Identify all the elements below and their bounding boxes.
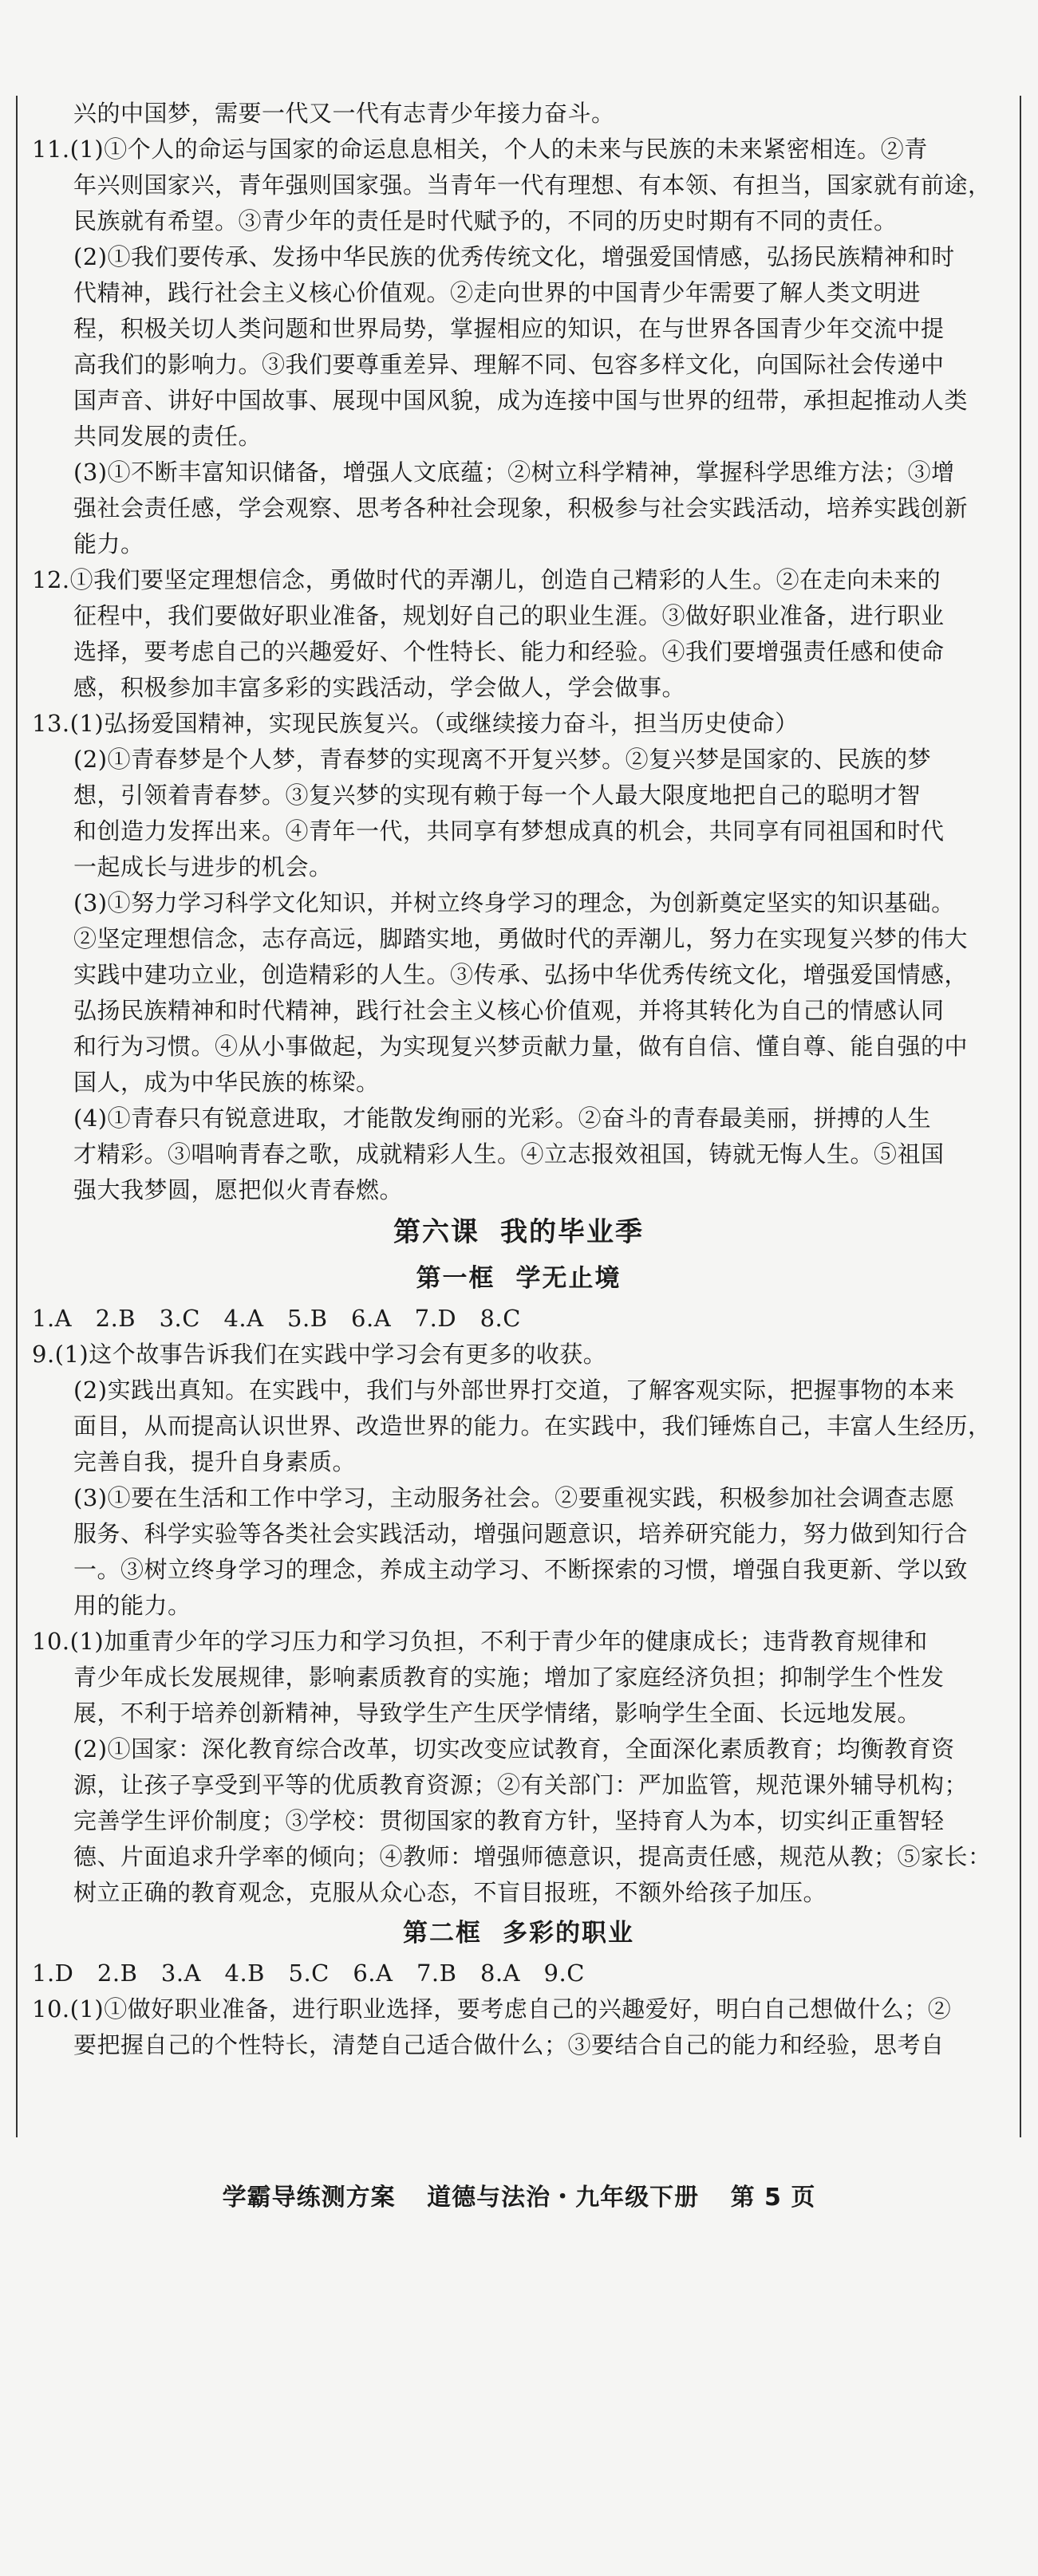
answer-11: [32, 132, 1005, 562]
text-line: (3)①努力学习科学文化知识，并树立终身学习的理念，为创新奠定坚实的知识基础。: [73, 889, 955, 916]
text-line: 选择，要考虑自己的兴趣爱好、个性特长、能力和经验。④我们要增强责任感和使命: [73, 638, 945, 665]
lesson-number: 第六课: [393, 1216, 480, 1248]
answer-12: [32, 562, 1005, 706]
text-line: 服务、科学实验等各类社会实践活动，增强问题意识，培养研究能力，努力做到知行合: [73, 1520, 969, 1547]
text-line: 实践中建功立业，创造精彩的人生。③传承、弘扬中华优秀传统文化，增强爱国情感，: [73, 961, 969, 988]
footer-subject: 道德与法治・九年级下册: [427, 2184, 700, 2212]
page-footer: [0, 2177, 1038, 2212]
section-title: 学无止境: [515, 1264, 622, 1293]
text-line: 强大我梦圆，愿把似火青春燃。: [73, 1176, 404, 1203]
content-body: [32, 96, 1005, 2063]
text-line: (2)①我们要传承、发扬中华民族的优秀传统文化，增强爱国情感，弘扬民族精神和时: [73, 243, 955, 270]
page-content: [16, 96, 1021, 2137]
text-line: 面目，从而提高认识世界、改造世界的能力。在实践中，我们锤炼自己，丰富人生经历，: [73, 1412, 992, 1440]
text-line: 民族就有希望。③青少年的责任是时代赋予的，不同的历史时期有不同的责任。: [73, 207, 898, 234]
text-line: 代精神，践行社会主义核心价值观。②走向世界的中国青少年需要了解人类文明进: [73, 279, 922, 306]
section-number: 第一框: [416, 1264, 495, 1293]
text-line: 强社会责任感，学会观察、思考各种社会现象，积极参与社会实践活动，培养实践创新: [73, 494, 969, 522]
text-line: 9.(1)这个故事告诉我们在实践中学习会有更多的收获。: [32, 1341, 607, 1368]
text-line: 12.①我们要坚定理想信念，勇做时代的弄潮儿，创造自己精彩的人生。②在走向未来的: [32, 566, 941, 593]
text-line: 德、片面追求升学率的倾向；④教师：增强师德意识，提高责任感，规范从教；⑤家长：: [73, 1843, 992, 1870]
lesson-heading: [32, 1208, 1005, 1256]
text-line: 完善学生评价制度；③学校：贯彻国家的教育方针，坚持育人为本，切实纠正重智轻: [73, 1807, 945, 1834]
answer-10-careers: [32, 1991, 1005, 2063]
text-line: ②坚定理想信念，志存高远，脚踏实地，勇做时代的弄潮儿，努力在实现复兴梦的伟大: [73, 925, 969, 952]
text-line: (2)①青春梦是个人梦，青春梦的实现离不开复兴梦。②复兴梦是国家的、民族的梦: [73, 746, 932, 773]
text-line: (2)实践出真知。在实践中，我们与外部世界打交道，了解客观实际，把握事物的本来: [73, 1377, 955, 1404]
text-line: 要把握自己的个性特长，清楚自己适合做什么；③要结合自己的能力和经验，思考自: [73, 2031, 945, 2058]
text-line: (2)①国家：深化教育综合改革，切实改变应试教育，全面深化素质教育；均衡教育资: [73, 1735, 955, 1763]
text-line: 兴的中国梦，需要一代又一代有志青少年接力奋斗。: [73, 100, 615, 127]
text-line: 一。③树立终身学习的理念，养成主动学习、不断探索的习惯，增强自我更新、学以致: [73, 1556, 969, 1583]
footer-page-number: 第 5 页: [730, 2184, 816, 2212]
text-line: 共同发展的责任。: [73, 423, 262, 450]
text-line: 国人，成为中华民族的栋梁。: [73, 1069, 380, 1096]
answer-13: [32, 706, 1005, 1208]
lesson-title: 我的毕业季: [500, 1216, 644, 1248]
text-line: 11.(1)①个人的命运与国家的命运息息相关，个人的未来与民族的未来紧密相连。②青: [32, 136, 928, 163]
text-line: 高我们的影响力。③我们要尊重差异、理解不同、包容多样文化，向国际社会传递中: [73, 351, 945, 378]
choice-answers: 1.D 2.B 3.A 4.B 5.C 6.A 7.B 8.A 9.C: [32, 1960, 585, 1987]
text-line: 源，让孩子享受到平等的优质教育资源；②有关部门：严加监管，规范课外辅导机构；: [73, 1771, 969, 1798]
footer-series: 学霸导练测方案: [222, 2184, 396, 2212]
text-line: 国声音、讲好中国故事、展现中国风貌，成为连接中国与世界的纽带，承担起推动人类: [73, 387, 969, 414]
text-line: 和创造力发挥出来。④青年一代，共同享有梦想成真的机会，共同享有同祖国和时代: [73, 817, 945, 845]
text-line: 征程中，我们要做好职业准备，规划好自己的职业生涯。③做好职业准备，进行职业: [73, 602, 945, 629]
text-line: 青少年成长发展规律，影响素质教育的实施；增加了家庭经济负担；抑制学生个性发: [73, 1664, 945, 1691]
text-line: (4)①青春只有锐意进取，才能散发绚丽的光彩。②奋斗的青春最美丽，拼搏的人生: [73, 1105, 932, 1132]
text-line: 一起成长与进步的机会。: [73, 853, 333, 880]
text-line: 年兴则国家兴，青年强则国家强。当青年一代有理想、有本领、有担当，国家就有前途，: [73, 171, 992, 199]
text-line: 用的能力。: [73, 1592, 191, 1619]
text-line: 想，引领着青春梦。③复兴梦的实现有赖于每一个人最大限度地把自己的聪明才智: [73, 782, 922, 809]
section-heading-1: [32, 1256, 1005, 1301]
section-heading-2: [32, 1911, 1005, 1956]
text-line: 展，不利于培养创新精神，导致学生产生厌学情绪，影响学生全面、长远地发展。: [73, 1700, 922, 1727]
answer-9: [32, 1337, 1005, 1624]
text-line: 树立正确的教育观念，克服从众心态，不盲目报班，不额外给孩子加压。: [73, 1879, 827, 1906]
text-line: 完善自我，提升自身素质。: [73, 1448, 357, 1475]
text-line: 10.(1)加重青少年的学习压力和学习负担，不利于青少年的健康成长；违背教育规律和: [32, 1628, 928, 1655]
text-line: 10.(1)①做好职业准备，进行职业选择，要考虑自己的兴趣爱好，明白自己想做什么；②: [32, 1995, 952, 2023]
text-line: 和行为习惯。④从小事做起，为实现复兴梦贡献力量，做有自信、懂自尊、能自强的中: [73, 1033, 969, 1060]
section-title: 多彩的职业: [503, 1919, 634, 1948]
text-line: 弘扬民族精神和时代精神，践行社会主义核心价值观，并将其转化为自己的情感认同: [73, 997, 945, 1024]
text-line: (3)①不断丰富知识储备，增强人文底蕴；②树立科学精神，掌握科学思维方法；③增: [73, 459, 955, 486]
answer-10: [32, 1624, 1005, 1911]
text-line: 能力。: [73, 530, 144, 557]
choice-answers: 1.A 2.B 3.C 4.A 5.B 6.A 7.D 8.C: [32, 1305, 521, 1332]
text-line: 程，积极关切人类问题和世界局势，掌握相应的知识，在与世界各国青少年交流中提: [73, 315, 945, 342]
section-number: 第二框: [403, 1919, 482, 1948]
text-line: 才精彩。③唱响青春之歌，成就精彩人生。④立志报效祖国，铸就无悔人生。⑤祖国: [73, 1140, 945, 1168]
text-line: (3)①要在生活和工作中学习，主动服务社会。②要重视实践，积极参加社会调查志愿: [73, 1484, 955, 1511]
text-line: 感，积极参加丰富多彩的实践活动，学会做人，学会做事。: [73, 674, 686, 701]
text-line: 13.(1)弘扬爱国精神，实现民族复兴。（或继续接力奋斗，担当历史使命）: [32, 710, 799, 737]
